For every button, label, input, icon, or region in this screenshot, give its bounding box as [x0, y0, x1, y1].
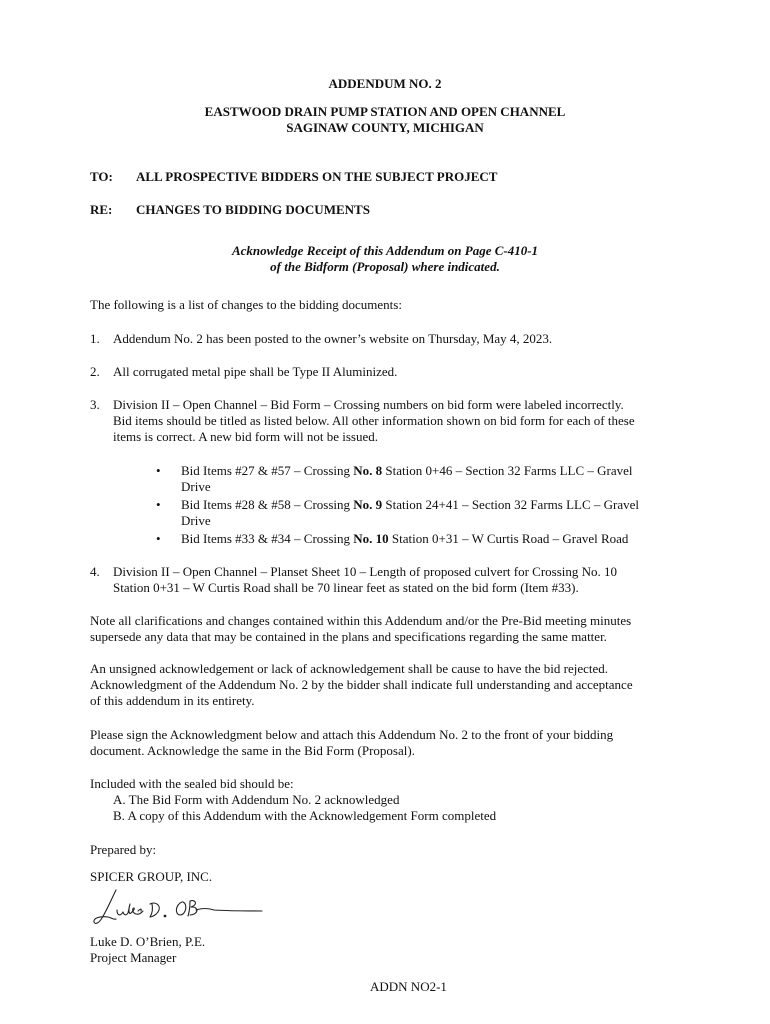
bullet-text: Bid Items #33 & #34 – Crossing: [181, 531, 354, 546]
please-line: Please sign the Acknowledgment below and attach this Addendum No. 2 to the front of your bidding: [90, 727, 614, 742]
bullet-continuation: Drive: [181, 513, 211, 528]
item-number: 4.: [90, 564, 100, 579]
page-footer: ADDN NO2-1: [370, 979, 447, 994]
bullet-continuation: Drive: [181, 479, 211, 494]
item-text: All corrugated metal pipe shall be Type II Aluminized.: [113, 364, 398, 379]
bullet-icon: •: [156, 497, 161, 512]
crossing-number: No. 8: [353, 463, 383, 478]
bullet-text: Bid Items #28 & #58 – Crossing: [181, 497, 354, 512]
signer-title: Project Manager: [90, 950, 177, 965]
included-item-a: A. The Bid Form with Addendum No. 2 acknowledged: [113, 792, 400, 807]
acknowledge-line-1: Acknowledge Receipt of this Addendum on Page C-410-1: [231, 243, 539, 258]
addendum-title: ADDENDUM NO. 2: [328, 76, 442, 91]
prepared-by-label: Prepared by:: [90, 842, 157, 857]
item-number: 1.: [90, 331, 100, 346]
item-text-line: Station 0+31 – W Curtis Road shall be 70 linear feet as stated on the bid form (Item #33).: [113, 580, 579, 595]
item-number: 3.: [90, 397, 100, 412]
crossing-number: No. 10: [353, 531, 389, 546]
to-label: TO:: [90, 169, 113, 184]
bullet-text: Station 24+41 – Section 32 Farms LLC – Gravel: [382, 497, 639, 512]
note-line: Note all clarifications and changes contained within this Addendum and/or the Pre-Bid meeting minutes: [90, 613, 632, 628]
re-value: CHANGES TO BIDDING DOCUMENTS: [136, 202, 370, 217]
to-value: ALL PROSPECTIVE BIDDERS ON THE SUBJECT PROJECT: [136, 169, 498, 184]
unsigned-line: of this addendum in its entirety.: [90, 693, 255, 708]
please-line: document. Acknowledge the same in the Bid Form (Proposal).: [90, 743, 415, 758]
included-heading: Included with the sealed bid should be:: [90, 776, 294, 791]
signature-icon: [90, 884, 270, 932]
item-text-line: Division II – Open Channel – Bid Form – Crossing numbers on bid form were labeled incorrectly.: [113, 397, 624, 412]
company-name: SPICER GROUP, INC.: [90, 869, 213, 884]
intro-text: The following is a list of changes to the bidding documents:: [90, 297, 402, 312]
re-label: RE:: [90, 202, 113, 217]
included-item-b: B. A copy of this Addendum with the Acknowledgement Form completed: [113, 808, 497, 823]
bullet-item: [181, 531, 681, 548]
item-text: Addendum No. 2 has been posted to the owner’s website on Thursday, May 4, 2023.: [113, 331, 553, 346]
project-county: SAGINAW COUNTY, MICHIGAN: [286, 120, 484, 135]
item-text-line: items is correct. A new bid form will not be issued.: [113, 429, 379, 444]
bullet-text: Station 0+31 – W Curtis Road – Gravel Road: [388, 531, 629, 546]
acknowledge-line-2: of the Bidform (Proposal) where indicated.: [270, 259, 500, 274]
item-number: 2.: [90, 364, 100, 379]
item-text-line: Bid items should be titled as listed below. All other information shown on bid form for each of these: [113, 413, 635, 428]
unsigned-line: Acknowledgment of the Addendum No. 2 by the bidder shall indicate full understanding and acceptance: [90, 677, 633, 692]
item-text-line: Division II – Open Channel – Planset Sheet 10 – Length of proposed culvert for Crossing No. 10: [113, 564, 618, 579]
bullet-text: Bid Items #27 & #57 – Crossing: [181, 463, 354, 478]
bullet-text: Station 0+46 – Section 32 Farms LLC – Gravel: [382, 463, 633, 478]
note-line: supersede any data that may be contained in the plans and specifications regarding the same matter.: [90, 629, 607, 644]
unsigned-line: An unsigned acknowledgement or lack of acknowledgement shall be cause to have the bid rejected.: [90, 661, 609, 676]
bullet-icon: •: [156, 463, 161, 478]
bullet-item: [181, 497, 681, 514]
crossing-number: No. 9: [353, 497, 383, 512]
project-name: EASTWOOD DRAIN PUMP STATION AND OPEN CHANNEL: [204, 104, 566, 119]
bullet-icon: •: [156, 531, 161, 546]
bullet-item: [181, 463, 681, 480]
signer-name: Luke D. O’Brien, P.E.: [90, 934, 206, 949]
